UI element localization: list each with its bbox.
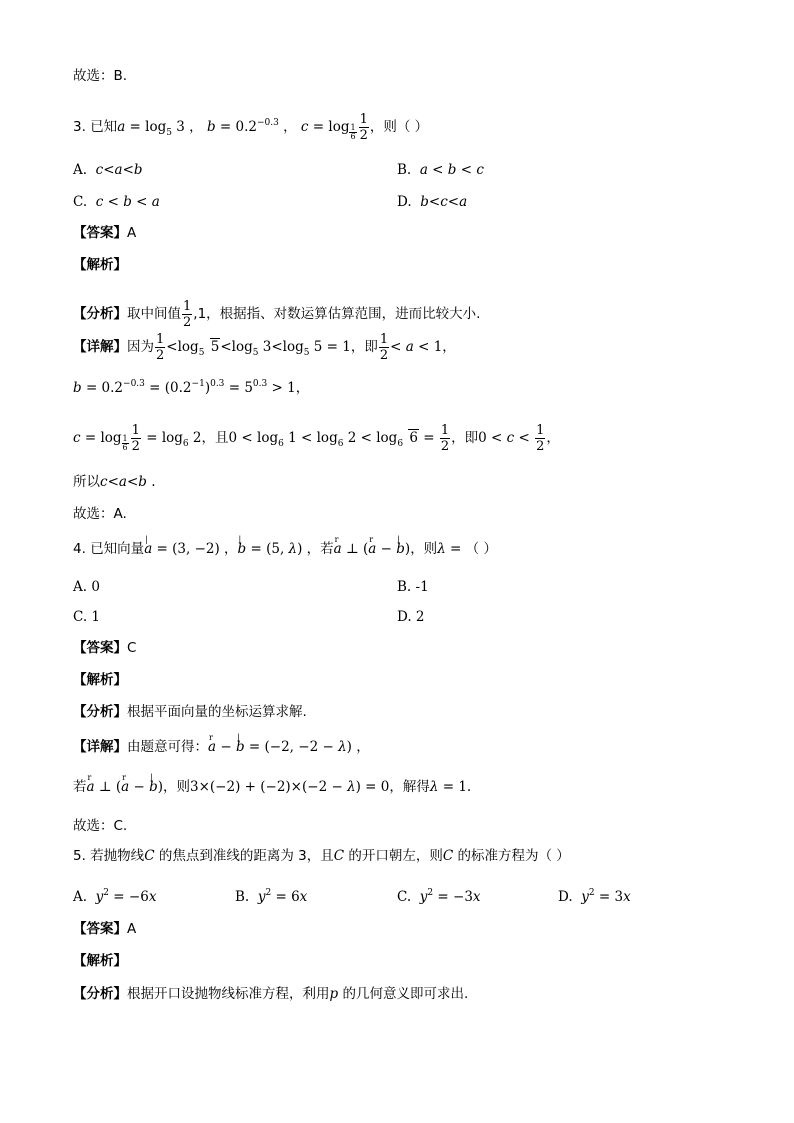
q3-fenxi: 【分析】取中间值 $\frac{1}{2}$ ,1，根据指、对数运算估算范围，进而比较大小. — [73, 299, 481, 330]
q5-fenxi: 【分析】根据开口设抛物线标准方程，利用p 的几何意义即可求出. — [73, 986, 469, 1002]
q3-detail-2: $b = 0.2^{-0.3} = (0.2^{-1})^{0.3} = 5^{0.3} > 1$， — [73, 379, 310, 396]
q5-option-d: D. $y^2 = 3x$ — [558, 888, 631, 905]
prev-conclusion: 故选：B. — [73, 68, 128, 84]
q3-answer: 【答案】A — [73, 225, 137, 241]
q5-option-b: B. $y^2 = 6x$ — [235, 888, 308, 905]
q3-conclusion: 故选：A. — [73, 506, 127, 522]
q3-detail-3: c = log $\frac{1}{6}$ $\frac{1}{2}$ = $\log_6 2$，且$0 < \log_6 1 < \log_6 2 < \log_6 6$ = $\frac{1}{2}$ ，即0 < c < $\frac{1}{2}$ ， — [73, 423, 560, 454]
q5-analysis-label: 【解析】 — [73, 953, 127, 969]
q3-option-a: A. c<a<b — [73, 162, 143, 178]
q4-conclusion: 故选：C. — [73, 818, 128, 834]
q4-option-c: C. 1 — [73, 609, 101, 625]
q3-option-d: D. b<c<a — [397, 194, 468, 210]
q5-option-a: A. $y^2 = -6x$ — [73, 888, 157, 905]
q5-option-c: C. $y^2 = -3x$ — [397, 888, 481, 905]
q4-option-d: D. 2 — [397, 609, 425, 625]
q3-analysis-label: 【解析】 — [73, 257, 127, 273]
q5-stem: 5. 若抛物线C 的焦点到准线的距离为 3，且C 的开口朝左，则C 的标准方程为（ ） — [73, 848, 570, 864]
q3-option-b: B. a < b < c — [397, 162, 484, 178]
q5-answer: 【答案】A — [73, 921, 137, 937]
q4-answer: 【答案】C — [73, 640, 137, 656]
q4-fenxi: 【分析】根据平面向量的坐标运算求解. — [73, 704, 307, 720]
q4-detail-1: 【详解】由题意可得：r a − | b = (−2, −2 − λ) ， — [73, 737, 370, 757]
q3-stem: 3. 已知$a = \log_5 3$ ， $b = 0.2^{-0.3}$ ， c = log $\frac{1}{6}$ $\frac{1}{2}$ ，则（ ） — [73, 112, 429, 143]
q3-option-c: C. c < b < a — [73, 194, 160, 210]
q3-detail-1: 【详解】因为 $\frac{1}{2}$ $<\log_5$ $5<\log_5$ $3<\log_5$ 5 = 1，即 $\frac{1}{2}$ < a < 1， — [73, 332, 456, 363]
q3-so: 所以c<a<b . — [73, 474, 156, 490]
q4-option-b: B. -1 — [397, 579, 429, 595]
q4-analysis-label: 【解析】 — [73, 672, 127, 688]
q4-detail-2: 若r a ⊥ (r a − | b)，则3×(−2) + (−2)×(−2 − λ) = 0，解得λ = 1. — [73, 777, 471, 797]
q4-stem: 4. 已知向量| a = (3, −2) ，| b = (5, λ) ，若r a ⊥ (r a − | b)，则λ = （ ） — [73, 539, 497, 559]
q4-option-a: A. 0 — [73, 579, 100, 595]
q3-number: 3. — [73, 119, 86, 135]
